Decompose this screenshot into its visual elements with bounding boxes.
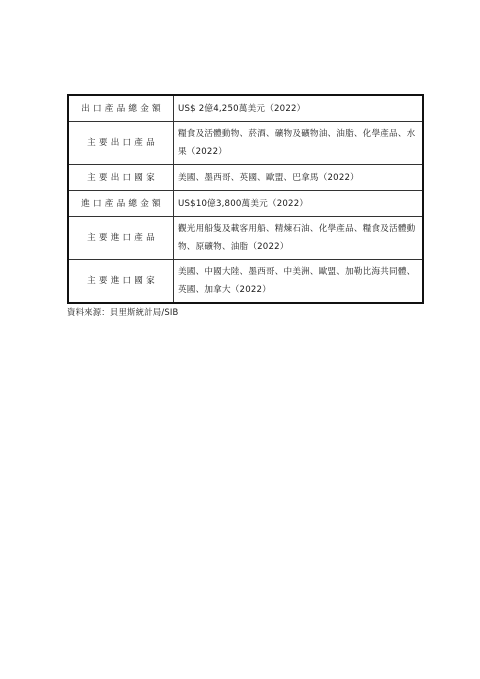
table-row-export-total [68,95,423,122]
row-value: 美國、中國大陸、墨西哥、中美洲、歐盟、加勒比海共同體、英國、加拿大（2022） [174,260,424,304]
table-row-main-exports [68,122,423,165]
row-label: 出口產品總金額 [68,95,174,122]
table-row-import-countries [68,260,423,304]
row-label: 主要進口國家 [68,260,174,304]
row-value: 美國、墨西哥、英國、歐盟、巴拿馬（2022） [174,165,424,191]
row-value: 糧食及活體動物、菸酒、礦物及礦物油、油脂、化學產品、水果（2022） [174,122,424,165]
trade-statistics-table [67,94,424,304]
table-row-import-total [68,191,423,217]
row-value: US$10億3,800萬美元（2022） [174,191,424,217]
row-label: 主要進口產品 [68,217,174,260]
row-label: 進口產品總金額 [68,191,174,217]
row-value: 觀光用船隻及載客用船、精煉石油、化學產品、糧食及活體動物、原礦物、油脂（2022） [174,217,424,260]
source-note: 資料來源：貝里斯統計局/SIB [67,307,179,317]
row-label: 主要出口國家 [68,165,174,191]
table-row-main-imports [68,217,423,260]
table-row-export-countries [68,165,423,191]
row-label: 主要出口產品 [68,122,174,165]
row-value: US$ 2億4,250萬美元（2022） [174,95,424,122]
